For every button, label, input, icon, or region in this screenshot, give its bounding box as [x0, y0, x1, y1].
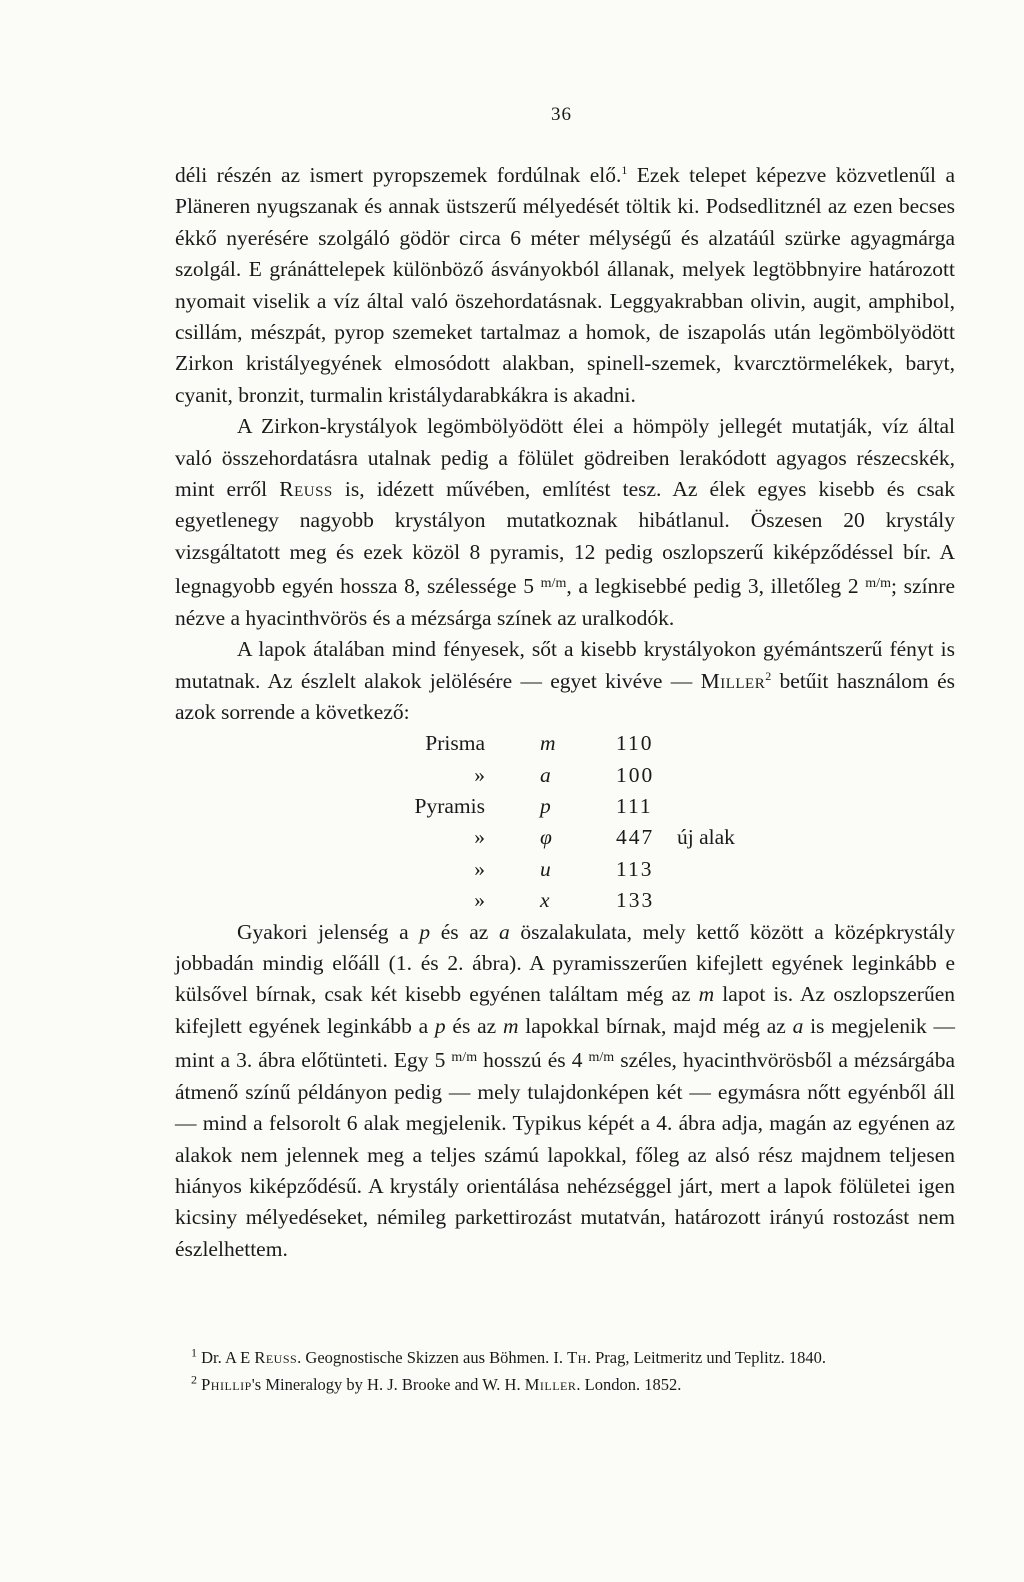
form-row: [175, 791, 955, 822]
text-run: A lapok átalában mind fényesek, sőt a kisebb krystályokon gyémántszerű fényt is mutatnak. Az észlelt alakok jelölésére — egyet kivéve —: [175, 637, 955, 693]
unit-mm: m/m: [588, 1050, 615, 1066]
form-name: »: [474, 888, 485, 913]
form-name: »: [474, 825, 485, 850]
text-run: Th: [567, 1348, 587, 1367]
text-run: 's Mineralogy by H. J. Brooke and W. H.: [251, 1375, 525, 1394]
text-run: széles, hyacinthvörösből a mézsárgába átmenő színű példányon pedig — mely tulajdonképen két — egymásra nőtt egyénből áll — mind a felsorolt 6 alak megjelenik. Typikus képét a 4. ábra adja, magán az egyénen az alakok nem jelennek meg a teljes számú lapokkal, főleg az alsó rész majdnem teljesen hiányos kiképződésű. A krystály orientálása nehézséggel járt, mert a lapok fölületei igen kicsiny mélyedéseket, némileg parkettirozást mutatván, határozott irányú rostozást nem észlelhettem.: [175, 1048, 955, 1261]
footnote-number: 1: [191, 1345, 197, 1360]
paragraph-4: [175, 917, 955, 1265]
unit-mm: m/m: [540, 576, 567, 592]
author-name: Miller: [524, 1375, 577, 1394]
form-index: 133: [616, 888, 655, 913]
text-run: Ezek telepet képezve közvetlenűl a Pläneren nyugszanak és annak üstszerű mélyedését töltik ki. Podsedlitznél az ezen becses ékkő nyerésére szolgáló gödör circa 6 méter mélységű és alzatáúl szürke agyagmárga szolgál. E gránáttelepek különböző ásványokból állanak, melyek legtöbbnyire határozott nyomait viselik a víz által való öszehordatásnak. Leggyakrabban olivin, augit, amphibol, csillám, mészpát, pyrop szemeket tartalmaz a homok, de iszapolás után legömbölyödött Zirkon kristályegyének elmosódott alakban, spinell-szemek, kvarcztörmelékek, baryt, cyanit, bronzit, turmalin kristálydarabkákra is akadni.: [175, 163, 955, 407]
form-row: [175, 885, 955, 916]
text-run: öszalakulata, mely kettő között a középkrystály jobbadán mindig előáll (1. és 2. ábra). A pyramisszerűen kifejlett egyének leginkább e külsővel bírnak, csak két kisebb egyénen találtam még az: [175, 919, 955, 1007]
form-symbol: p: [540, 794, 551, 819]
main-text: [175, 160, 955, 1265]
text-run: lapokkal bírnak, majd még az: [518, 1013, 793, 1038]
face-symbol: m: [502, 1013, 519, 1038]
text-run: és az: [445, 1013, 503, 1038]
text-run: hosszú és 4: [477, 1048, 589, 1073]
text-run: . Geognostische Skizzen aus Böhmen. I.: [297, 1348, 568, 1367]
form-symbol: a: [540, 762, 551, 787]
form-name: »: [474, 762, 485, 787]
footnote-number: 2: [191, 1372, 197, 1387]
form-name: »: [474, 856, 485, 881]
page-number: 36: [551, 104, 572, 125]
text-run: Dr. A E: [197, 1348, 255, 1367]
form-symbol: u: [540, 856, 551, 881]
author-name: Miller: [700, 668, 766, 693]
form-index: 113: [616, 856, 654, 881]
crystal-forms-list: [175, 728, 955, 916]
text-run: A Zirkon-krystályok legömbölyödött élei a hömpöly jellegét mutatják, víz által való összehordatásra utalnak pedig a fölület gödreiben lerakódott agyagos részecskék, mint erről: [175, 414, 955, 502]
footnote-1: [175, 1344, 955, 1371]
form-note: új alak: [677, 825, 735, 850]
author-name: Reuss: [279, 477, 333, 502]
footnote-2: [175, 1371, 955, 1398]
form-symbol: m: [540, 731, 556, 756]
text-run: . Prag, Leitmeritz und Teplitz. 1840.: [586, 1348, 826, 1367]
form-index: 447: [616, 825, 655, 850]
footnotes: [175, 1344, 955, 1398]
paragraph-1: [175, 160, 955, 411]
text-run: . London. 1852.: [576, 1375, 682, 1394]
unit-mm: m/m: [451, 1050, 478, 1066]
face-symbol: a: [792, 1013, 804, 1038]
form-row: [175, 760, 955, 791]
unit-mm: m/m: [865, 576, 891, 592]
text-run: betűit használom és azok sorrende a következő:: [175, 668, 955, 724]
text-run: és az: [430, 919, 499, 944]
text-run: lapot is. Az oszlopszerűen kifejlett egyének leginkább a: [175, 982, 955, 1038]
form-index: 110: [616, 731, 654, 756]
form-row: [175, 728, 955, 759]
footnote-ref-1: 1: [621, 162, 628, 177]
paragraph-2: [175, 411, 955, 634]
form-index: 100: [616, 762, 655, 787]
text-run: is, idézett művében, említést tesz. Az élek egyes kisebb és csak egyetlenegy nagyobb krystályon mutatkoznak hibátlanul. Öszesen 20 krystály vizsgáltatott meg és ezek közöl 8 pyramis, 12 pedig oszlopszerű kiképződéssel bír. A legnagyobb egyén hossza 8, szélessége 5: [175, 477, 955, 599]
form-index: 111: [616, 794, 653, 819]
form-name: Pyramis: [414, 794, 485, 819]
form-row: [175, 822, 955, 853]
text-run: déli részén az ismert pyropszemek fordúlnak elő.: [175, 163, 622, 187]
form-symbol: x: [540, 888, 550, 913]
face-symbol: m: [698, 982, 715, 1007]
author-name: Phillip: [201, 1375, 252, 1394]
text-run: , a legkisebbé pedig 3, illetőleg 2: [566, 574, 866, 599]
paragraph-3: [175, 634, 955, 728]
face-symbol: p: [434, 1013, 446, 1038]
author-name: Reuss: [254, 1348, 298, 1367]
text-run: ; színre nézve a hyacinthvörös és a mézsárga színek az uralkodók.: [175, 574, 955, 630]
footnote-ref-2: 2: [765, 668, 772, 683]
text-run: is megjelenik — mint a 3. ábra előtünteti. Egy 5: [175, 1013, 955, 1073]
form-row: [175, 854, 955, 885]
text-run: Gyakori jelenség a: [237, 919, 420, 944]
face-symbol: a: [498, 919, 510, 944]
form-symbol: φ: [540, 825, 552, 850]
form-name: Prisma: [425, 731, 485, 756]
face-symbol: p: [419, 919, 431, 944]
